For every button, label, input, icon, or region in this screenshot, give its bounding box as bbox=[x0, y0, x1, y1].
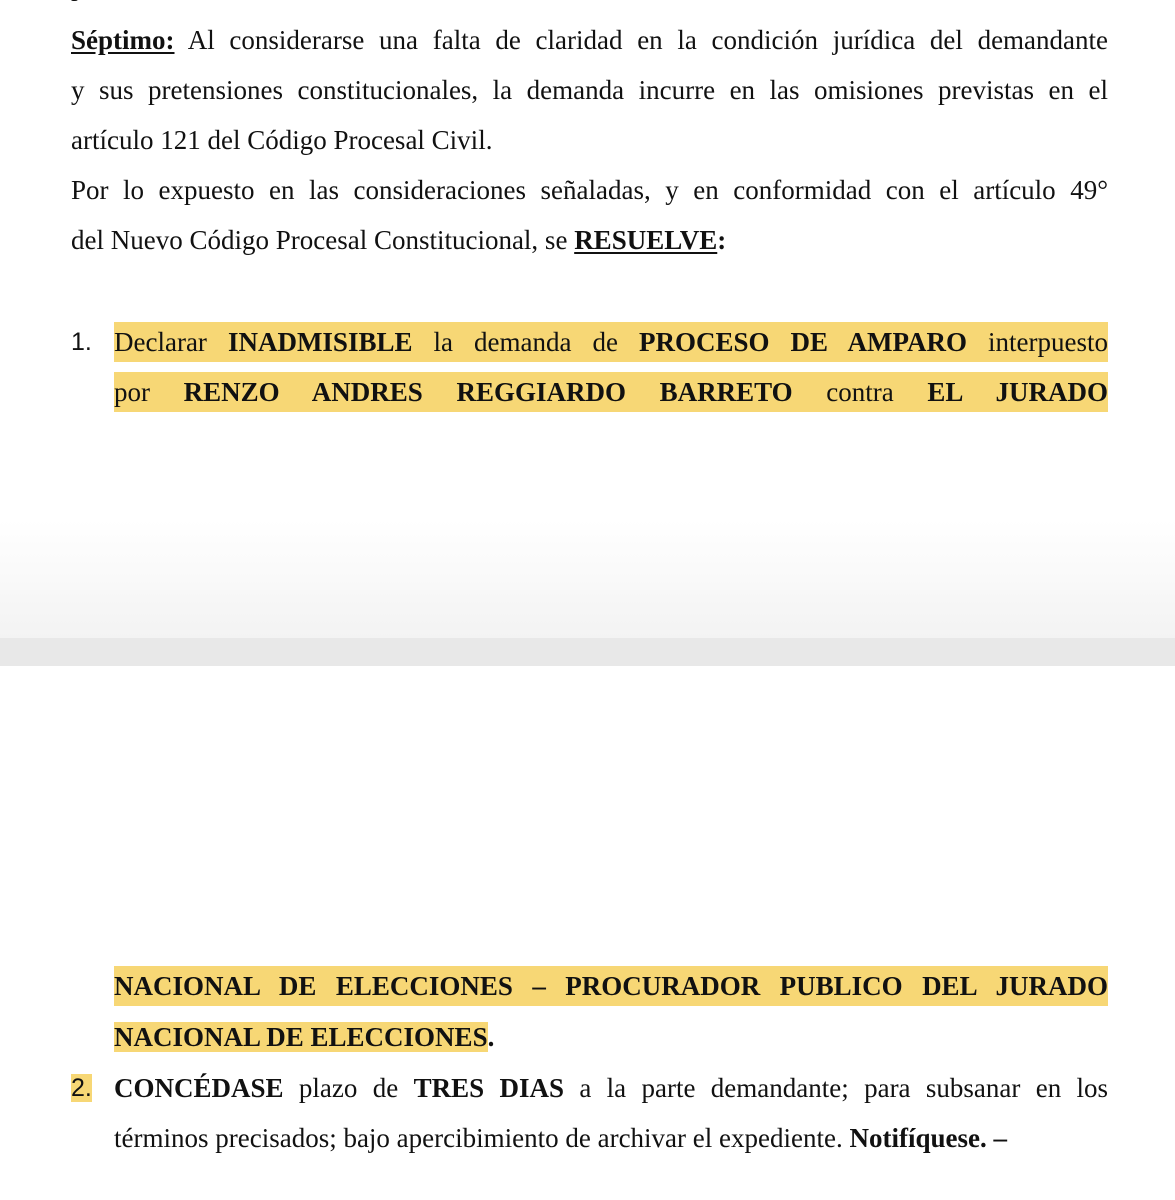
page-1-bottom-margin bbox=[0, 520, 1175, 638]
resuelve-word: RESUELVE bbox=[574, 225, 718, 255]
item-1-l1-a: Declarar bbox=[114, 327, 207, 357]
notifiquese-text: Notifíquese. – bbox=[849, 1123, 1007, 1153]
item-2-number: 2. bbox=[71, 1074, 92, 1102]
item-1-line-3 bbox=[114, 966, 1108, 1006]
septimo-text-1: Al considerarse una falta de claridad en la condición jurídica del demandante bbox=[187, 25, 1109, 55]
defendant-continued: NACIONAL DE ELECCIONES – PROCURADOR PUBLICO DEL JURADO bbox=[114, 971, 1108, 1001]
item-2-number-wrap bbox=[71, 1068, 92, 1108]
septimo-line-2: y sus pretensiones constitucionales, la demanda incurre en las omisiones previstas en el bbox=[71, 75, 1108, 105]
item-2-line-2 bbox=[114, 1118, 1108, 1158]
item-1-line-4 bbox=[114, 1017, 1108, 1057]
septimo-line-3: artículo 121 del Código Procesal Civil. bbox=[71, 125, 493, 155]
page-break-gap bbox=[0, 638, 1175, 666]
por-lo-expuesto-text-2: del Nuevo Código Procesal Constitucional, se bbox=[71, 225, 568, 255]
plaintiff-name: RENZO ANDRES REGGIARDO BARRETO bbox=[183, 377, 793, 407]
resuelve-colon: : bbox=[717, 225, 727, 255]
item-1-l2-c: contra bbox=[826, 377, 894, 407]
item-2-l1-d: a la parte demandante; para subsanar en los bbox=[579, 1073, 1109, 1103]
item-1-l2-a: por bbox=[114, 377, 150, 407]
item-1-period: . bbox=[487, 1022, 495, 1052]
por-lo-expuesto-line-1: Por lo expuesto en las consideraciones señaladas, y en conformidad con el artículo 49° bbox=[71, 175, 1108, 205]
item-1-line-1 bbox=[114, 322, 1108, 362]
inadmisible-text: INADMISIBLE bbox=[227, 327, 413, 357]
item-1-l1-c: la demanda de bbox=[433, 327, 618, 357]
septimo-line-1 bbox=[71, 20, 1108, 60]
septimo-label: Séptimo: bbox=[71, 25, 175, 55]
item-2-l1-b: plazo de bbox=[298, 1073, 399, 1103]
tres-dias-text: TRES DIAS bbox=[413, 1073, 564, 1103]
document-page-2 bbox=[0, 666, 1175, 1200]
item-2-line-1 bbox=[114, 1068, 1108, 1108]
proceso-de-amparo-text: PROCESO DE AMPARO bbox=[638, 327, 967, 357]
por-lo-expuesto-line-2 bbox=[71, 220, 1108, 260]
item-2-l2-a: términos precisados; bajo apercibimiento de archivar el expediente. bbox=[114, 1123, 843, 1153]
defendant-start: EL JURADO bbox=[927, 377, 1109, 407]
concedase-text: CONCÉDASE bbox=[114, 1073, 284, 1103]
cut-off-text bbox=[71, 0, 111, 6]
item-1-line-2 bbox=[114, 372, 1108, 412]
defendant-end: NACIONAL DE ELECCIONES bbox=[114, 1022, 488, 1052]
document-page-1 bbox=[0, 0, 1175, 520]
item-1-l1-e: interpuesto bbox=[988, 327, 1108, 357]
item-1-number: 1. bbox=[71, 328, 92, 356]
